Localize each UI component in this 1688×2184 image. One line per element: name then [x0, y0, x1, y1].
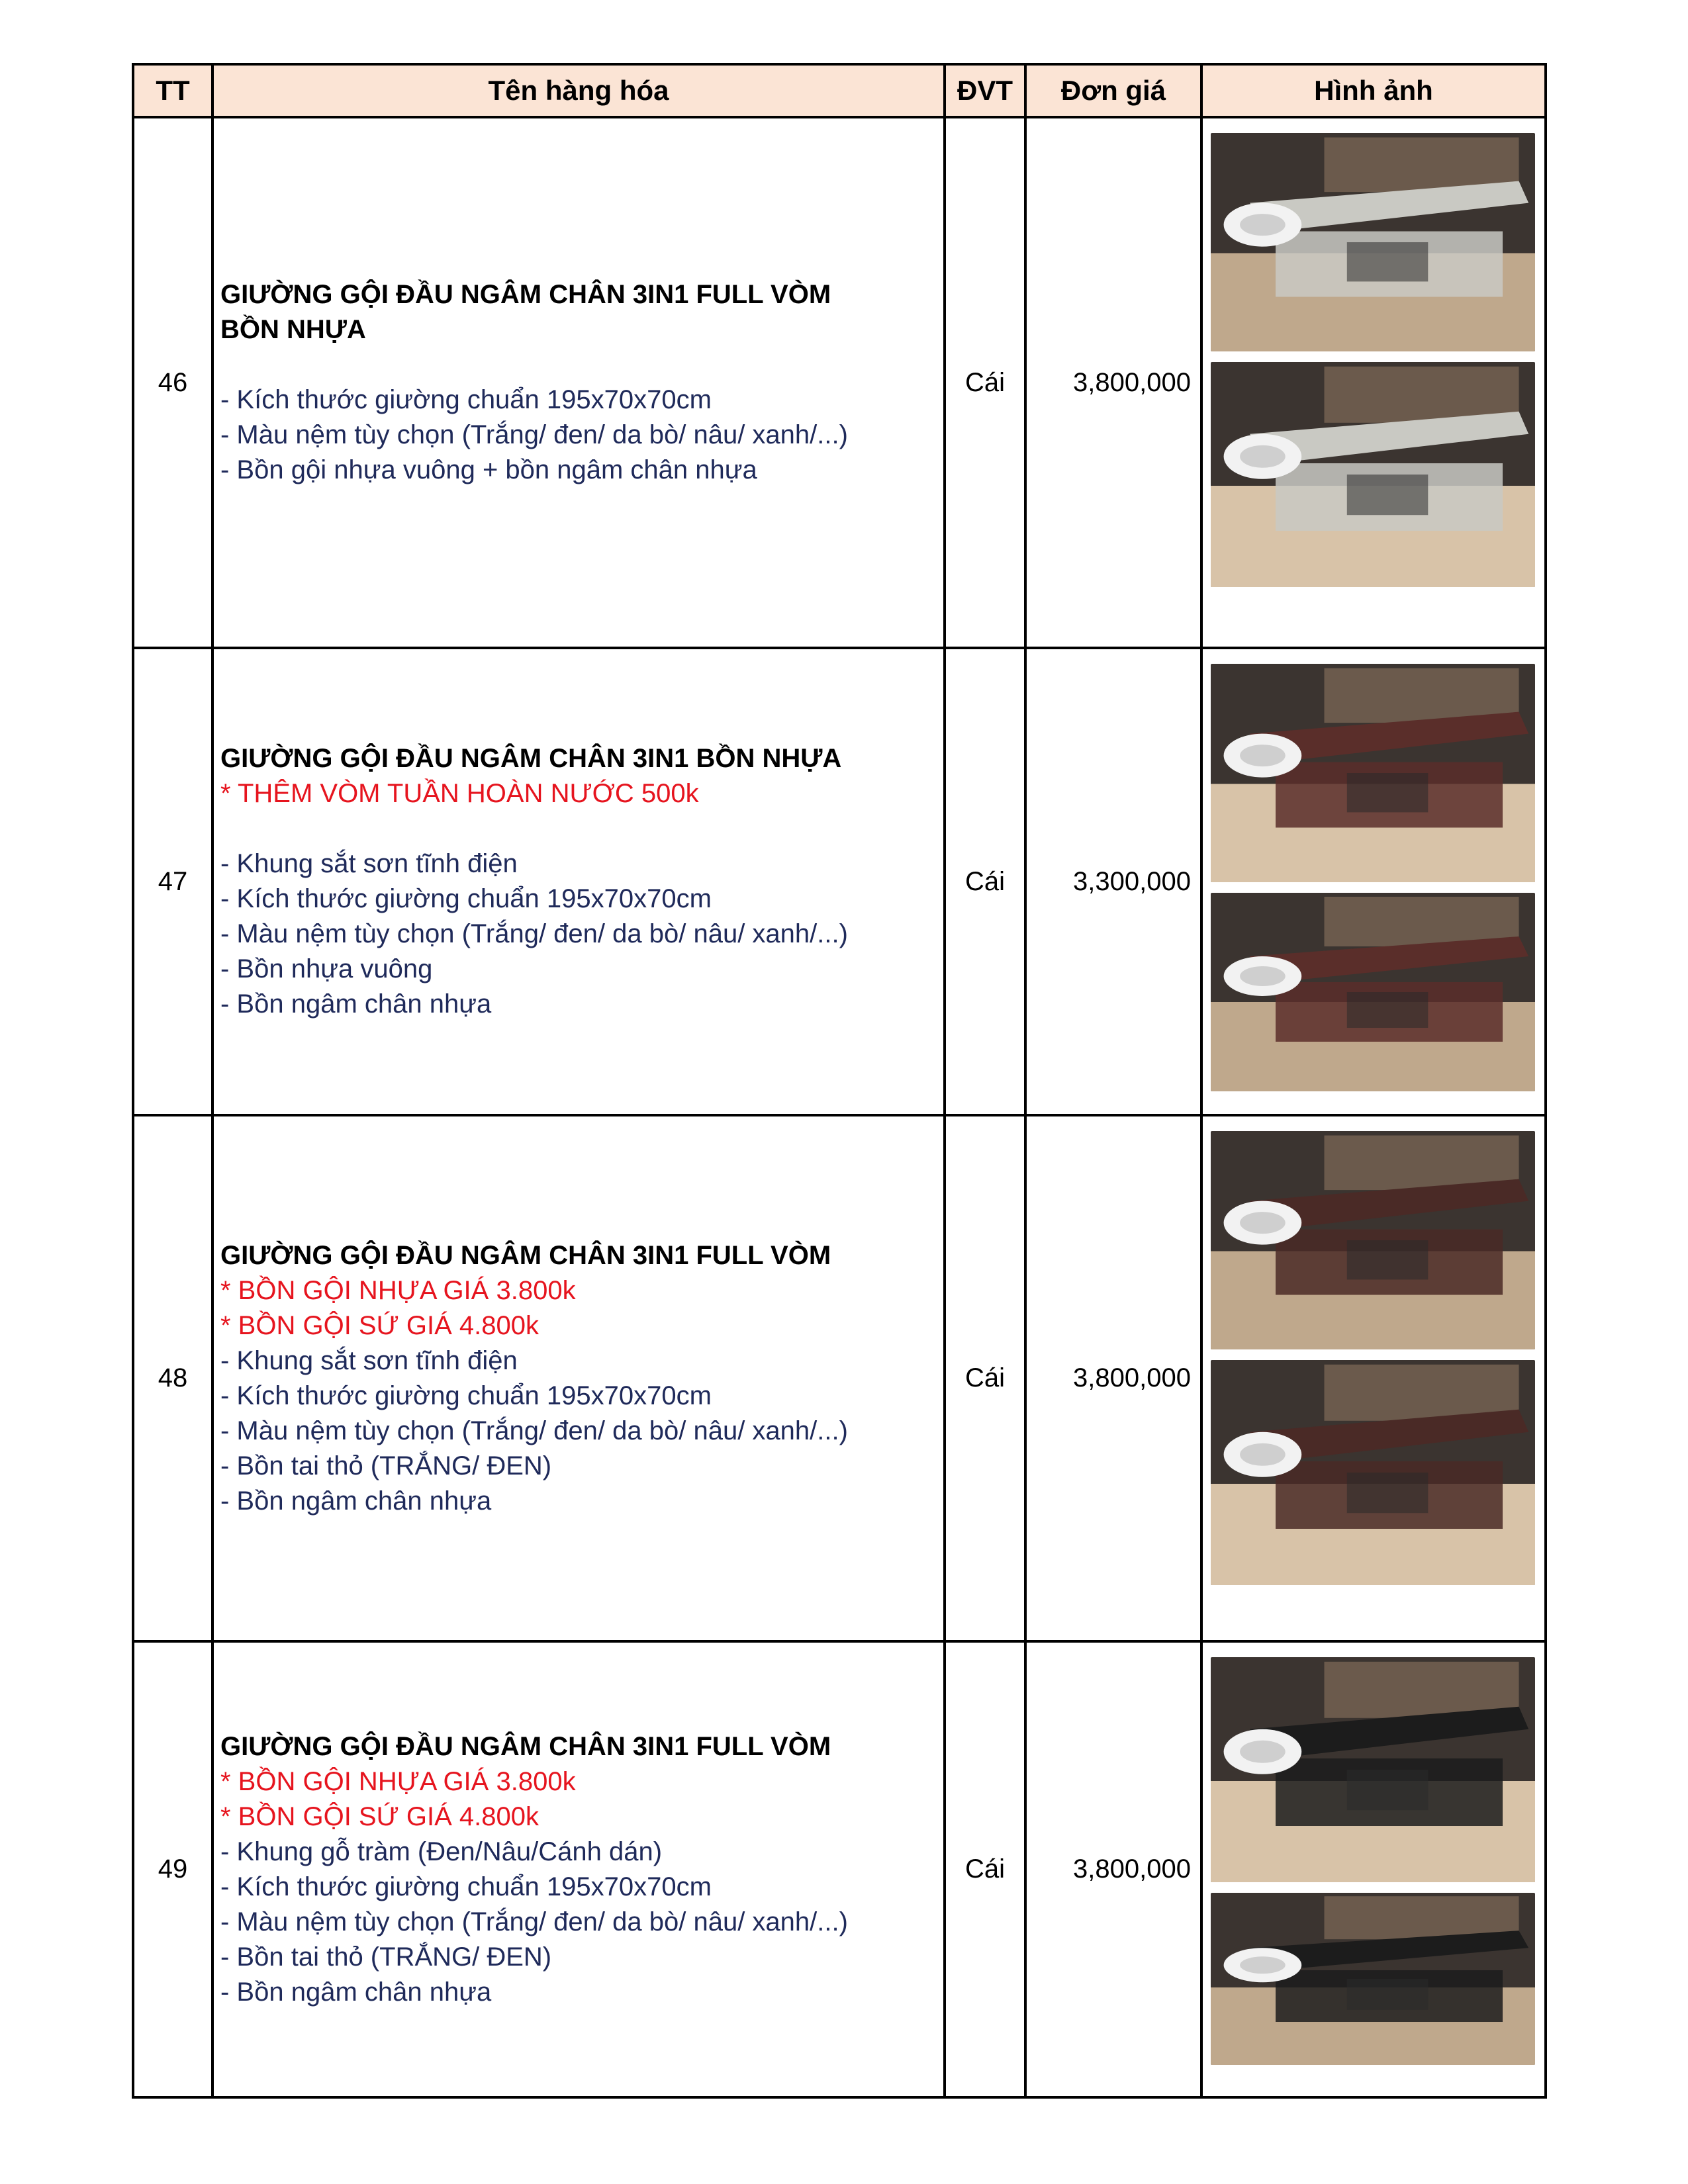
spec-line: - Bồn nhựa vuông: [220, 954, 433, 983]
header-row: [133, 64, 1546, 117]
spec-line: - Bồn gội nhựa vuông + bồn ngâm chân nhựa: [220, 455, 757, 484]
unit-cell: Cái: [945, 1641, 1025, 2097]
product-photo: [1211, 664, 1535, 882]
product-photo: [1211, 893, 1535, 1091]
product-images: [1201, 648, 1546, 1115]
product-photo: [1211, 362, 1535, 587]
product-title: GIƯỜNG GỘI ĐẦU NGÂM CHÂN 3IN1 BỒN NHỰA: [220, 744, 842, 773]
unit-cell: Cái: [945, 648, 1025, 1115]
unit-cell: Cái: [945, 117, 1025, 648]
table-row: [133, 117, 1546, 648]
product-description: [212, 1641, 945, 2097]
product-images: [1201, 1641, 1546, 2097]
price-note: * BỒN GỘI SỨ GIÁ 4.800k: [220, 1310, 539, 1340]
row-number: 47: [133, 648, 212, 1115]
price-cell: 3,800,000: [1025, 1115, 1201, 1641]
spec-line: - Bồn ngâm chân nhựa: [220, 1977, 492, 2007]
spec-line: - Khung gỗ tràm (Đen/Nâu/Cánh dán): [220, 1837, 663, 1866]
header-unit: ĐVT: [945, 64, 1025, 117]
product-images: [1201, 1115, 1546, 1641]
product-photo: [1211, 1360, 1535, 1585]
spec-line: - Bồn ngâm chân nhựa: [220, 989, 492, 1019]
product-description: [212, 648, 945, 1115]
spec-line: - Khung sắt sơn tĩnh điện: [220, 849, 518, 878]
spec-line: - Kích thước giường chuẩn 195x70x70cm: [220, 884, 712, 913]
product-photo: [1211, 1893, 1535, 2065]
product-images: [1201, 117, 1546, 648]
product-photo: [1211, 133, 1535, 351]
spec-line: - Kích thước giường chuẩn 195x70x70cm: [220, 385, 712, 414]
header-image: Hình ảnh: [1201, 64, 1546, 117]
header-tt: TT: [133, 64, 212, 117]
header-price: Đơn giá: [1025, 64, 1201, 117]
product-photo: [1211, 1657, 1535, 1882]
product-title: BỒN NHỰA: [220, 315, 366, 344]
product-title: GIƯỜNG GỘI ĐẦU NGÂM CHÂN 3IN1 FULL VÒM: [220, 1240, 831, 1270]
product-description: [212, 1115, 945, 1641]
spec-line: - Kích thước giường chuẩn 195x70x70cm: [220, 1872, 712, 1901]
spec-line: - Màu nệm tùy chọn (Trắng/ đen/ da bò/ nâu/ xanh/...): [220, 420, 848, 449]
price-note: * BỒN GỘI NHỰA GIÁ 3.800k: [220, 1275, 576, 1305]
product-title: GIƯỜNG GỘI ĐẦU NGÂM CHÂN 3IN1 FULL VÒM: [220, 280, 831, 309]
price-note: * BỒN GỘI SỨ GIÁ 4.800k: [220, 1801, 539, 1831]
spec-line: - Màu nệm tùy chọn (Trắng/ đen/ da bò/ nâu/ xanh/...): [220, 919, 848, 948]
price-table: [132, 63, 1547, 2099]
spec-line: - Bồn tai thỏ (TRẮNG/ ĐEN): [220, 1451, 552, 1480]
price-cell: 3,800,000: [1025, 117, 1201, 648]
price-cell: 3,800,000: [1025, 1641, 1201, 2097]
spec-line: - Bồn tai thỏ (TRẮNG/ ĐEN): [220, 1942, 552, 1972]
spec-line: - Màu nệm tùy chọn (Trắng/ đen/ da bò/ nâu/ xanh/...): [220, 1416, 848, 1445]
price-cell: 3,300,000: [1025, 648, 1201, 1115]
table-row: [133, 1115, 1546, 1641]
unit-cell: Cái: [945, 1115, 1025, 1641]
price-note: * BỒN GỘI NHỰA GIÁ 3.800k: [220, 1766, 576, 1796]
product-photo: [1211, 1131, 1535, 1349]
spec-line: - Bồn ngâm chân nhựa: [220, 1486, 492, 1516]
row-number: 46: [133, 117, 212, 648]
product-title: GIƯỜNG GỘI ĐẦU NGÂM CHÂN 3IN1 FULL VÒM: [220, 1731, 831, 1761]
spec-line: - Khung sắt sơn tĩnh điện: [220, 1345, 518, 1375]
row-number: 49: [133, 1641, 212, 2097]
product-description: [212, 117, 945, 648]
row-number: 48: [133, 1115, 212, 1641]
price-note: * THÊM VÒM TUẦN HOÀN NƯỚC 500k: [220, 779, 699, 808]
spec-line: - Kích thước giường chuẩn 195x70x70cm: [220, 1381, 712, 1410]
header-name: Tên hàng hóa: [212, 64, 945, 117]
table-row: [133, 1641, 1546, 2097]
spec-line: - Màu nệm tùy chọn (Trắng/ đen/ da bò/ nâu/ xanh/...): [220, 1907, 848, 1936]
table-row: [133, 648, 1546, 1115]
